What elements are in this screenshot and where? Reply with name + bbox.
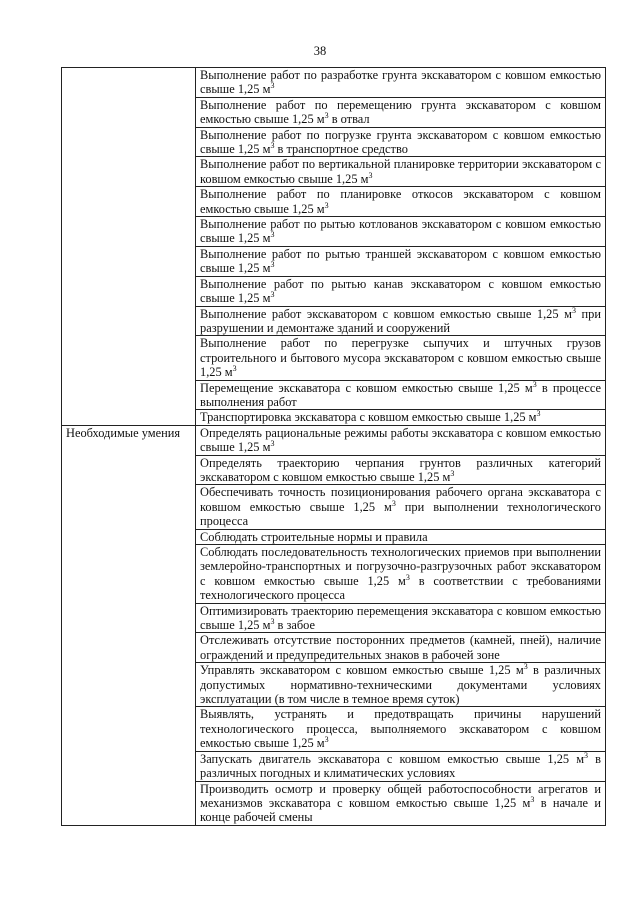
table-cell <box>196 336 606 380</box>
cell-text-continued: в отвал <box>328 112 370 127</box>
unit-exponent: 3 <box>232 364 237 373</box>
unit-exponent: 3 <box>532 379 537 389</box>
unit-exponent: 3 <box>324 111 329 121</box>
unit-exponent: 3 <box>270 260 275 270</box>
table-cell <box>196 633 606 663</box>
unit-exponent: 3 <box>405 572 410 582</box>
table-cell <box>196 663 606 707</box>
table-row <box>62 425 606 455</box>
table-cell <box>196 157 606 187</box>
requirements-table <box>61 67 606 826</box>
table-cell <box>196 781 606 825</box>
section-label: Необходимые умения <box>62 425 196 825</box>
table-cell <box>196 217 606 247</box>
table-cell <box>196 97 606 127</box>
table-cell <box>196 187 606 217</box>
unit-exponent: 3 <box>536 409 541 419</box>
unit-exponent: 3 <box>324 735 329 745</box>
unit-exponent: 3 <box>270 616 275 626</box>
unit-exponent: 3 <box>270 289 275 299</box>
cell-text: Выполнение работ по рытью котлованов экскаватором с ковшом емкостью свыше 1,25 м <box>200 217 601 246</box>
cell-text: Выполнение работ экскаватором с ковшом емкостью свыше 1,25 м <box>200 306 572 321</box>
table-row <box>62 68 606 98</box>
cell-text: Соблюдать строительные нормы и правила <box>200 529 428 544</box>
cell-text: Выполнение работ по перегрузке сыпучих и штучных грузов строительного и бытового мусора экскаватором с ковшом емкостью свыше 1,25 м <box>200 336 601 380</box>
table-cell <box>196 380 606 410</box>
cell-text: Выполнение работ по погрузке грунта экскаватором с ковшом емкостью свыше 1,25 м <box>200 127 601 157</box>
cell-text: Выполнение работ по рытью траншей экскаватором с ковшом емкостью свыше 1,25 м <box>200 246 601 276</box>
cell-text: Отслеживать отсутствие посторонних предметов (камней, пней), наличие ограждений и предупредительных знаков в рабочей зоне <box>200 633 601 662</box>
unit-exponent: 3 <box>530 794 535 804</box>
table-cell <box>196 707 606 751</box>
table-cell <box>196 751 606 781</box>
cell-text: Производить осмотр и проверку общей работоспособности агрегатов и механизмов экскаватора с ковшом емкостью свыше 1,25 м <box>200 781 601 810</box>
cell-text: Определять траекторию черпания грунтов различных категорий экскаватором с ковшом емкостью свыше 1,25 м <box>200 455 601 484</box>
unit-exponent: 3 <box>270 230 275 240</box>
unit-exponent: 3 <box>270 140 275 150</box>
cell-text: Запускать двигатель экскаватора с ковшом емкостью свыше 1,25 м <box>200 751 585 766</box>
cell-text: Выполнение работ по рытью канав экскаватором с ковшом емкостью свыше 1,25 м <box>200 276 601 306</box>
table-cell <box>196 545 606 604</box>
cell-text-continued: в забое <box>274 618 316 633</box>
unit-exponent: 3 <box>368 170 373 180</box>
cell-text-continued: в различных погодных и климатических условиях <box>200 751 602 781</box>
cell-text: Соблюдать последовательность технологических приемов при выполнении землеройно-транспортных и погрузочно-разгрузочных работ экскаватором с ковшом емкостью свыше 1,25 м <box>200 545 601 588</box>
unit-exponent: 3 <box>584 750 589 760</box>
cell-text: Оптимизировать траекторию перемещения экскаватора с ковшом емкостью свыше 1,25 м <box>200 603 601 633</box>
cell-text: Перемещение экскаватора с ковшом емкостью свыше 1,25 м <box>200 380 533 395</box>
table-cell <box>196 485 606 529</box>
cell-text-continued: при выполнении технологического процесса <box>200 499 601 529</box>
cell-text: Выполнение работ по разработке грунта экскаватором с ковшом емкостью свыше 1,25 м <box>200 68 601 97</box>
unit-exponent: 3 <box>391 498 396 508</box>
table-cell <box>196 529 606 544</box>
cell-text-continued: в соответствии с требованиями технологического процесса <box>200 573 601 603</box>
table-cell <box>196 603 606 633</box>
cell-text-continued: в различных допустимых нормативно-техническими документами условиях эксплуатации (в том числе в темное время суток) <box>200 663 601 707</box>
cell-text: Выявлять, устранять и предотвращать причины нарушений технологического процесса, выполняемого экскаватором с ковшом емкостью свыше 1,25 м <box>200 707 601 751</box>
cell-text-continued: в транспортное средство <box>274 142 408 157</box>
table-cell <box>196 455 606 485</box>
cell-text: Определять рациональные режимы работы экскаватора с ковшом емкостью свыше 1,25 м <box>200 425 601 455</box>
cell-text: Выполнение работ по планировке откосов экскаватором с ковшом емкостью свыше 1,25 м <box>200 187 601 216</box>
table-cell <box>196 127 606 157</box>
unit-exponent: 3 <box>270 439 275 449</box>
unit-exponent: 3 <box>270 81 275 91</box>
cell-text-continued: при разрушении и демонтаже зданий и сооружений <box>200 306 601 335</box>
table-cell <box>196 410 606 425</box>
cell-text: Управлять экскаватором с ковшом емкостью свыше 1,25 м <box>200 663 524 678</box>
unit-exponent: 3 <box>523 662 528 672</box>
table-cell <box>196 68 606 98</box>
section-label <box>62 68 196 426</box>
unit-exponent: 3 <box>324 200 329 210</box>
table-cell <box>196 276 606 306</box>
unit-exponent: 3 <box>450 468 455 478</box>
cell-text: Транспортировка экскаватора с ковшом емкостью свыше 1,25 м <box>200 410 537 425</box>
page-number: 38 <box>313 44 327 58</box>
unit-exponent: 3 <box>571 305 576 315</box>
cell-text: Выполнение работ по перемещению грунта экскаватором с ковшом емкостью свыше 1,25 м <box>200 97 601 127</box>
cell-text: Обеспечивать точность позиционирования рабочего органа экскаватора с ковшом емкостью свыше 1,25 м <box>200 485 601 514</box>
table-cell <box>196 425 606 455</box>
table-cell <box>196 306 606 336</box>
cell-text-continued: в начале и конце рабочей смены <box>200 795 601 825</box>
table-cell <box>196 246 606 276</box>
cell-text-continued: в процессе выполнения работ <box>200 380 601 409</box>
cell-text: Выполнение работ по вертикальной планировке территории экскаватором с ковшом емкостью свыше 1,25 м <box>200 157 601 186</box>
